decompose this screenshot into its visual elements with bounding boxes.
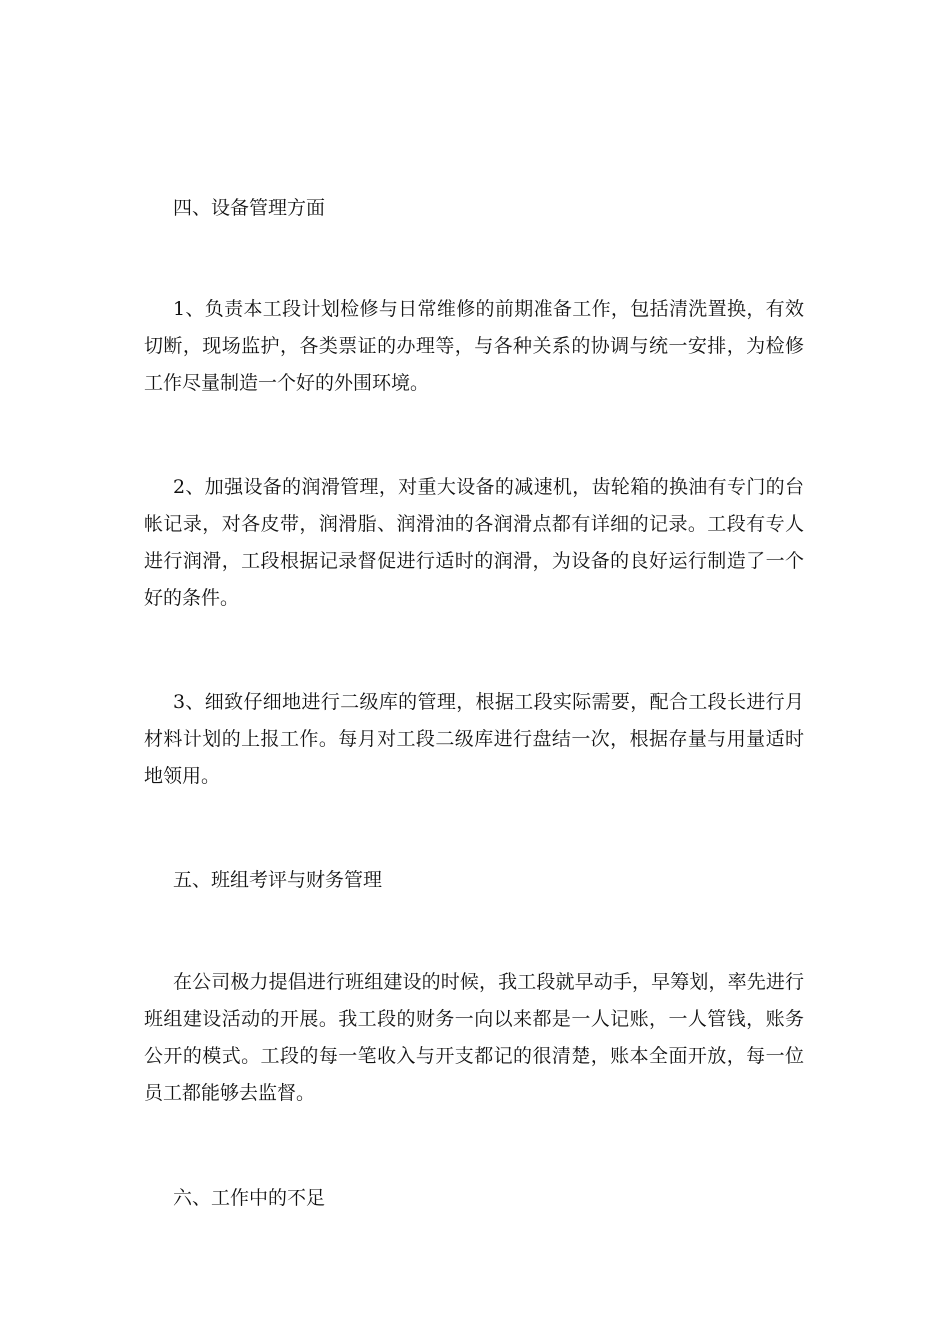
section-heading-shortcomings: 六、工作中的不足 [173, 1187, 326, 1209]
paragraph-item-1-maintenance-prep: 1、负责本工段计划检修与日常维修的前期准备工作，包括清洗置换，有效切断，现场监护，各类票证的办理等，与各种关系的协调与统一安排，为检修工作尽量制造一个好的外围环境。 [144, 298, 804, 394]
section-heading-team-finance: 五、班组考评与财务管理 [173, 869, 383, 891]
paragraph-item-3-warehouse: 3、细致仔细地进行二级库的管理，根据工段实际需要，配合工段长进行月材料计划的上报工作。每月对工段二级库进行盘结一次，根据存量与用量适时地领用。 [144, 691, 804, 787]
section-heading-equipment-management: 四、设备管理方面 [173, 197, 326, 219]
paragraph-item-2-lubrication: 2、加强设备的润滑管理，对重大设备的减速机，齿轮箱的换油有专门的台帐记录，对各皮带，润滑脂、润滑油的各润滑点都有详细的记录。工段有专人进行润滑，工段根据记录督促进行适时的润滑，为设备的良好运行制造了一个好的条件。 [144, 476, 804, 609]
paragraph-team-finance: 在公司极力提倡进行班组建设的时候，我工段就早动手，早筹划，率先进行班组建设活动的开展。我工段的财务一向以来都是一人记账，一人管钱，账务公开的模式。工段的每一笔收入与开支都记的很清楚，账本全面开放，每一位员工都能够去监督。 [144, 971, 804, 1104]
